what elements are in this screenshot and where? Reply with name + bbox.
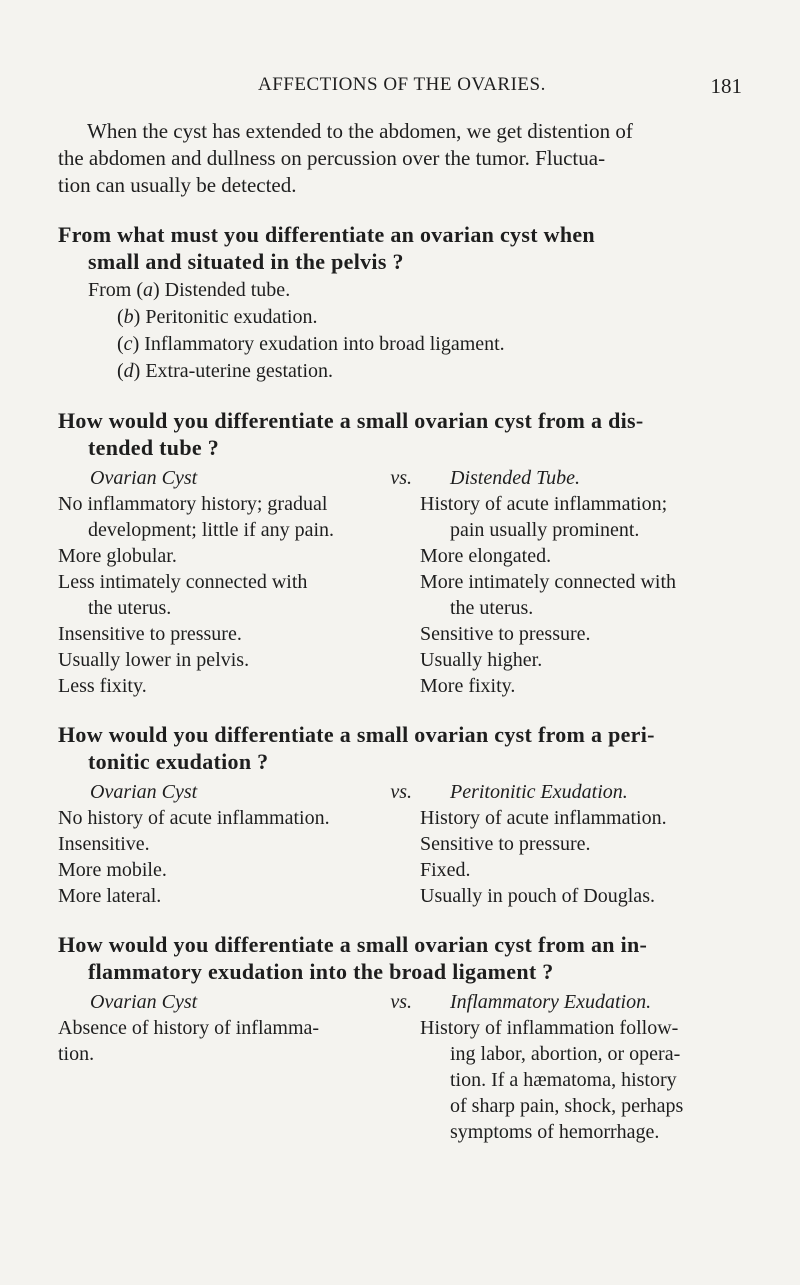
- answer-list: [58, 277, 748, 385]
- versus-label: vs.: [390, 781, 412, 803]
- question-line: tended tube ?: [88, 435, 220, 460]
- right-cell: Fixed.: [420, 859, 471, 881]
- section-question: [58, 931, 748, 985]
- comparison-table: [58, 989, 748, 1145]
- right-cell: Sensitive to pressure.: [420, 623, 591, 645]
- running-head: [100, 74, 742, 100]
- right-cell: More fixity.: [420, 675, 516, 697]
- question-line: tonitic exudation ?: [88, 749, 269, 774]
- right-cell: History of inflammation follow- ing labor, abortion, or opera- tion. If a hæmatoma, history of sharp pain, shock, perhaps symptoms of hemorrhage.: [420, 1017, 684, 1143]
- right-cell: Usually in pouch of Douglas.: [420, 885, 655, 907]
- question-line: From what must you differentiate an ovarian cyst when: [58, 222, 595, 247]
- right-cell: More elongated.: [420, 545, 552, 567]
- left-column-heading: Ovarian Cyst vs.: [90, 991, 412, 1013]
- intro-line: the abdomen and dullness on percussion over the tumor. Fluctua-: [58, 146, 606, 170]
- section-broad-ligament: [58, 931, 748, 1145]
- left-cell: Absence of history of inflamma- tion.: [58, 1017, 320, 1065]
- answer-item: (c) Inflammatory exudation into broad ligament.: [117, 333, 505, 355]
- left-cell: Insensitive.: [58, 833, 150, 855]
- answer-item: (b) Peritonitic exudation.: [117, 306, 318, 328]
- left-column-heading: Ovarian Cyst vs.: [90, 467, 412, 489]
- question-line: How would you differentiate a small ovarian cyst from a dis-: [58, 408, 644, 433]
- right-cell: History of acute inflammation; pain usually prominent.: [420, 493, 668, 541]
- section-question: [58, 721, 748, 775]
- question-line: How would you differentiate a small ovarian cyst from an in-: [58, 932, 648, 957]
- left-cell: Insensitive to pressure.: [58, 623, 242, 645]
- question-line: flammatory exudation into the broad ligament ?: [88, 959, 554, 984]
- intro-paragraph: [58, 118, 748, 199]
- right-column-heading: Inflammatory Exudation.: [450, 991, 652, 1013]
- right-cell: Usually higher.: [420, 649, 543, 671]
- right-cell: More intimately connected with the uterus.: [420, 571, 677, 619]
- right-column-heading: Peritonitic Exudation.: [450, 781, 628, 803]
- left-cell: More lateral.: [58, 885, 162, 907]
- page-number: 181: [710, 74, 742, 98]
- answer-item: From (a) Distended tube.: [88, 279, 291, 301]
- left-cell: Usually lower in pelvis.: [58, 649, 250, 671]
- right-cell: History of acute inflammation.: [420, 807, 667, 829]
- section-peritonitic-exudation: [58, 721, 748, 909]
- answer-item: (d) Extra-uterine gestation.: [117, 360, 334, 382]
- right-column-heading: Distended Tube.: [450, 467, 580, 489]
- right-cell: Sensitive to pressure.: [420, 833, 591, 855]
- left-cell: More mobile.: [58, 859, 167, 881]
- comparison-table: [58, 465, 748, 699]
- running-title: AFFECTIONS OF THE OVARIES.: [258, 74, 546, 95]
- question-line: How would you differentiate a small ovarian cyst from a peri-: [58, 722, 655, 747]
- left-cell: Less fixity.: [58, 675, 147, 697]
- versus-label: vs.: [390, 467, 412, 489]
- left-cell: No history of acute inflammation.: [58, 807, 330, 829]
- page-content: [58, 118, 748, 1145]
- left-column-heading: Ovarian Cyst vs.: [90, 781, 412, 803]
- comparison-table: [58, 779, 748, 909]
- intro-line: When the cyst has extended to the abdomen, we get distention of: [87, 119, 633, 143]
- section-differentiate-pelvis: [58, 221, 748, 385]
- question-line: small and situated in the pelvis ?: [88, 249, 404, 274]
- versus-label: vs.: [390, 991, 412, 1013]
- left-cell: Less intimately connected with the uterus.: [58, 571, 308, 619]
- section-question: [58, 221, 748, 275]
- section-distended-tube: [58, 407, 748, 699]
- section-question: [58, 407, 748, 461]
- intro-line: tion can usually be detected.: [58, 173, 297, 197]
- left-cell: More globular.: [58, 545, 177, 567]
- left-cell: No inflammatory history; gradual development; little if any pain.: [58, 493, 335, 541]
